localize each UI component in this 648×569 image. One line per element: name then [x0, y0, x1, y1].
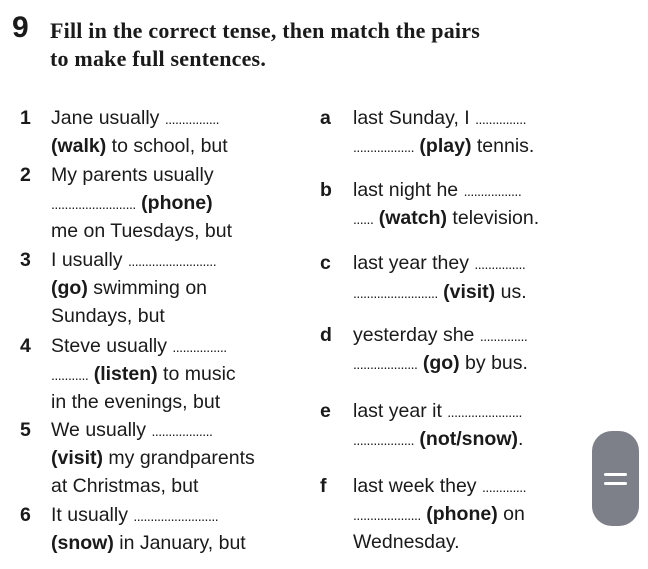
exercise-number: 9 [12, 11, 29, 44]
sentence-line: It usually ......................... [51, 504, 219, 526]
answer-blank[interactable]: .................. [151, 423, 213, 439]
item-number: 5 [20, 419, 31, 441]
sentence-line: I usually .......................... [51, 249, 217, 271]
item-number: 2 [20, 164, 31, 186]
answer-blank[interactable]: .................... [353, 507, 421, 523]
item-number: 6 [20, 504, 31, 526]
handle-bar [604, 473, 627, 476]
sentence-line: last year it ...................... [353, 400, 522, 422]
sentence-line: ................... (go) by bus. [353, 352, 528, 374]
sentence-line: ......................... (visit) us. [353, 281, 527, 303]
instruction-line-1: Fill in the correct tense, then match the pairs [50, 18, 480, 43]
answer-blank[interactable]: ................ [172, 339, 227, 355]
sentence-line: last year they ............... [353, 252, 526, 274]
instruction-line-2: to make full sentences. [50, 46, 267, 71]
sentence-line: My parents usually [51, 164, 214, 186]
sentence-line: (go) swimming on [51, 277, 208, 299]
sentence-line: at Christmas, but [51, 475, 199, 497]
sentence-line: .................. (not/snow). [353, 428, 524, 450]
sentence-line: Sundays, but [51, 305, 165, 327]
sentence-line: ........... (listen) to music [51, 363, 236, 385]
item-letter: e [320, 400, 331, 422]
answer-blank[interactable]: ................ [164, 111, 220, 127]
answer-blank[interactable]: .................. [353, 139, 415, 155]
sentence-line: me on Tuesdays, but [51, 220, 233, 242]
sentence-line: We usually .................. [51, 419, 213, 441]
answer-blank[interactable]: ............. [481, 479, 527, 495]
item-letter: b [320, 179, 332, 201]
answer-blank[interactable]: ......................... [353, 285, 438, 301]
sentence-line: (visit) my grandparents [51, 447, 255, 469]
sentence-line: Wednesday. [353, 531, 460, 553]
answer-blank[interactable]: ...... [353, 211, 374, 227]
answer-blank[interactable]: .......................... [127, 253, 217, 269]
sentence-line: Steve usually ................ [51, 335, 227, 357]
answer-blank[interactable]: ......................... [51, 196, 136, 212]
handle-bar [604, 482, 627, 485]
sentence-line: ...... (watch) television. [353, 207, 540, 229]
sentence-line: in the evenings, but [51, 391, 221, 413]
sentence-line: .................. (play) tennis. [353, 135, 535, 157]
sentence-line: (snow) in January, but [51, 532, 246, 554]
answer-blank[interactable]: ........... [51, 367, 89, 383]
sentence-line: last Sunday, I ............... [353, 107, 526, 129]
answer-blank[interactable]: .................. [353, 432, 415, 448]
sentence-line: last night he ................. [353, 179, 522, 201]
answer-blank[interactable]: ......................... [133, 508, 219, 524]
item-letter: c [320, 252, 331, 274]
sentence-line: ......................... (phone) [51, 192, 213, 214]
sentence-line: Jane usually ................ [51, 107, 220, 129]
answer-blank[interactable]: ................. [463, 183, 522, 199]
item-number: 3 [20, 249, 31, 271]
sentence-line: yesterday she .............. [353, 324, 528, 346]
item-letter: f [320, 475, 327, 497]
answer-blank[interactable]: ............... [475, 111, 526, 127]
answer-blank[interactable]: .............. [479, 328, 528, 344]
sentence-line: (walk) to school, but [51, 135, 228, 157]
sentence-line: .................... (phone) on [353, 503, 525, 525]
drag-handle-icon[interactable] [592, 431, 639, 526]
answer-blank[interactable]: ...................... [447, 404, 522, 420]
item-number: 4 [20, 335, 31, 357]
sentence-line: last week they ............. [353, 475, 527, 497]
item-number: 1 [20, 107, 31, 129]
item-letter: d [320, 324, 332, 346]
answer-blank[interactable]: ............... [474, 256, 526, 272]
answer-blank[interactable]: ................... [353, 356, 418, 372]
item-letter: a [320, 107, 331, 129]
